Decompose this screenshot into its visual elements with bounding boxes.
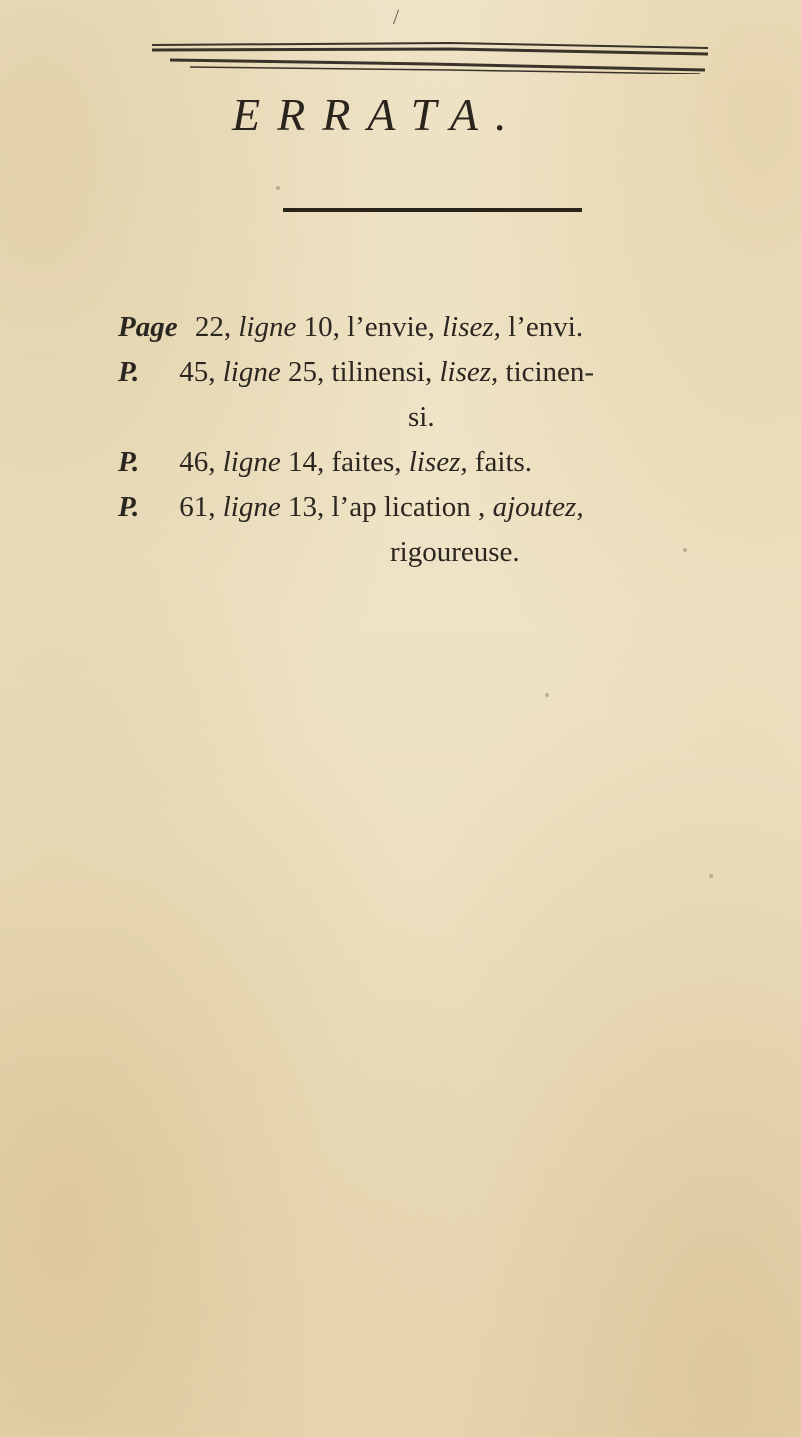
entry-ligne: 10, bbox=[303, 311, 340, 343]
entry-page-prefix: P. bbox=[118, 446, 140, 478]
entry-wrong: tilinensi, bbox=[331, 356, 433, 388]
errata-list bbox=[118, 305, 758, 575]
entry-lisez: lisez, bbox=[439, 356, 499, 388]
top-double-rule bbox=[150, 40, 710, 74]
errata-entry bbox=[118, 440, 758, 485]
entry-continuation: rigoureuse. bbox=[390, 536, 520, 568]
entry-continuation: si. bbox=[408, 401, 435, 433]
entry-ligne: 25, bbox=[288, 356, 325, 388]
entry-ajoutez: ajoutez, bbox=[492, 491, 584, 523]
paper-speck bbox=[683, 548, 687, 552]
entry-page: 61, bbox=[179, 491, 216, 523]
entry-correct: ticinen- bbox=[505, 356, 595, 388]
entry-page: 45, bbox=[179, 356, 216, 388]
entry-ligne: 13, bbox=[288, 491, 325, 523]
entry-ligne-word: ligne bbox=[222, 356, 281, 388]
entry-wrong: l’ap lication , bbox=[331, 491, 486, 523]
entry-ligne-word: ligne bbox=[222, 491, 281, 523]
entry-page: 22, bbox=[194, 311, 232, 343]
entry-correct: l’envi. bbox=[508, 311, 584, 343]
entry-ligne-word: ligne bbox=[238, 311, 297, 343]
entry-page: 46, bbox=[179, 446, 216, 478]
top-mark: / bbox=[393, 4, 400, 29]
errata-entry bbox=[118, 305, 758, 350]
entry-wrong: faites, bbox=[331, 446, 402, 478]
entry-page-prefix: P. bbox=[118, 356, 140, 388]
errata-entry bbox=[118, 485, 758, 530]
paper-speck bbox=[545, 693, 549, 697]
entry-page-prefix: P. bbox=[118, 491, 140, 523]
page-title: ERRATA. bbox=[232, 89, 524, 140]
paper-speck bbox=[709, 874, 713, 878]
errata-entry bbox=[118, 350, 758, 395]
entry-correct: faits. bbox=[474, 446, 533, 478]
title-rule bbox=[283, 207, 582, 213]
entry-page-prefix: Page bbox=[118, 311, 178, 343]
entry-ligne-word: ligne bbox=[222, 446, 281, 478]
entry-lisez: lisez, bbox=[442, 311, 501, 343]
entry-wrong: l’envie, bbox=[347, 311, 435, 343]
entry-lisez: lisez, bbox=[408, 446, 468, 478]
paper-speck bbox=[276, 186, 280, 190]
entry-ligne: 14, bbox=[288, 446, 325, 478]
